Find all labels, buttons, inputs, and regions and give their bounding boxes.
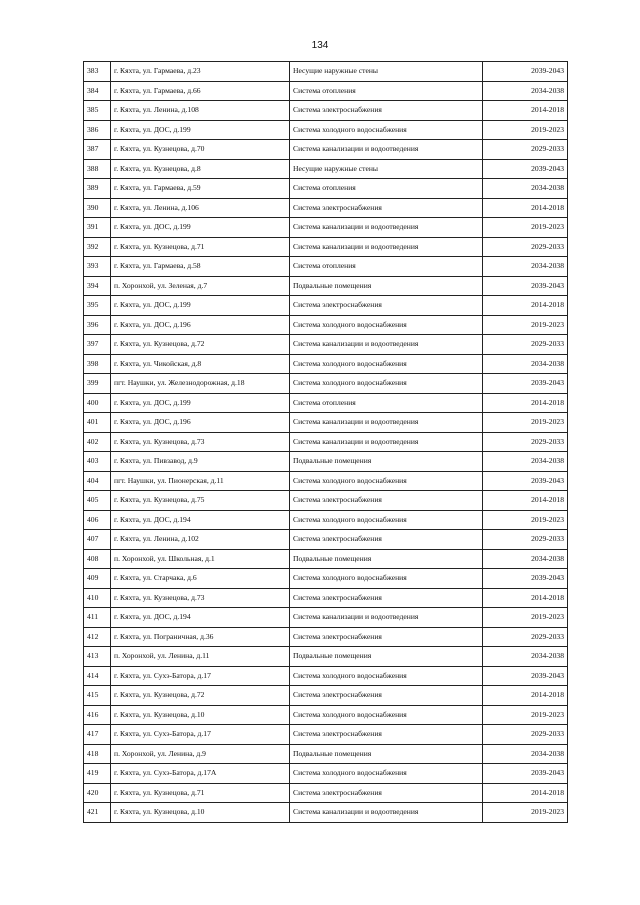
period-cell: 2029-2033 [483,140,568,160]
system-cell: Подвальные помещения [290,744,483,764]
address-cell: г. Кяхта, ул. ДОС, д.194 [111,510,290,530]
address-cell: п. Хоронхой, ул. Ленина, д.11 [111,647,290,667]
period-cell: 2014-2018 [483,491,568,511]
system-cell: Система холодного водоснабжения [290,471,483,491]
table-row [84,647,568,667]
address-cell: г. Кяхта, ул. Кузнецова, д.8 [111,159,290,179]
table-row [84,276,568,296]
system-cell: Система отопления [290,179,483,199]
period-cell: 2029-2033 [483,237,568,257]
row-number-cell: 410 [84,588,111,608]
address-cell: г. Кяхта, ул. Чикойская, д.8 [111,354,290,374]
row-number-cell: 412 [84,627,111,647]
system-cell: Система электроснабжения [290,296,483,316]
period-cell: 2019-2023 [483,413,568,433]
row-number-cell: 413 [84,647,111,667]
system-cell: Система холодного водоснабжения [290,705,483,725]
table-row [84,218,568,238]
address-cell: г. Кяхта, ул. Кузнецова, д.70 [111,140,290,160]
period-cell: 2029-2033 [483,335,568,355]
system-cell: Система электроснабжения [290,198,483,218]
period-cell: 2014-2018 [483,296,568,316]
period-cell: 2034-2038 [483,549,568,569]
repair-schedule-table [83,61,568,823]
table-row [84,471,568,491]
table-row [84,744,568,764]
table-body [84,62,568,823]
system-cell: Система холодного водоснабжения [290,569,483,589]
table-row [84,510,568,530]
address-cell: г. Кяхта, ул. Сухэ-Батора, д.17 [111,666,290,686]
row-number-cell: 407 [84,530,111,550]
row-number-cell: 395 [84,296,111,316]
period-cell: 2034-2038 [483,452,568,472]
system-cell: Подвальные помещения [290,452,483,472]
table-row [84,666,568,686]
row-number-cell: 403 [84,452,111,472]
address-cell: г. Кяхта, ул. Пивзавод, д.9 [111,452,290,472]
period-cell: 2019-2023 [483,510,568,530]
period-cell: 2014-2018 [483,686,568,706]
period-cell: 2029-2033 [483,432,568,452]
row-number-cell: 417 [84,725,111,745]
row-number-cell: 386 [84,120,111,140]
period-cell: 2019-2023 [483,218,568,238]
system-cell: Система канализации и водоотведения [290,218,483,238]
period-cell: 2039-2043 [483,374,568,394]
address-cell: г. Кяхта, ул. Кузнецова, д.10 [111,705,290,725]
row-number-cell: 392 [84,237,111,257]
system-cell: Система канализации и водоотведения [290,608,483,628]
table-row [84,569,568,589]
table-row [84,725,568,745]
system-cell: Система отопления [290,257,483,277]
address-cell: г. Кяхта, ул. Кузнецова, д.71 [111,237,290,257]
period-cell: 2039-2043 [483,666,568,686]
address-cell: г. Кяхта, ул. ДОС, д.199 [111,120,290,140]
period-cell: 2039-2043 [483,159,568,179]
system-cell: Система канализации и водоотведения [290,413,483,433]
system-cell: Система электроснабжения [290,491,483,511]
row-number-cell: 388 [84,159,111,179]
period-cell: 2034-2038 [483,81,568,101]
row-number-cell: 390 [84,198,111,218]
system-cell: Система электроснабжения [290,588,483,608]
period-cell: 2034-2038 [483,354,568,374]
system-cell: Система отопления [290,393,483,413]
address-cell: г. Кяхта, ул. Сухэ-Батора, д.17А [111,764,290,784]
system-cell: Система холодного водоснабжения [290,315,483,335]
table-row [84,374,568,394]
row-number-cell: 384 [84,81,111,101]
table-row [84,783,568,803]
address-cell: г. Кяхта, ул. Кузнецова, д.71 [111,783,290,803]
period-cell: 2014-2018 [483,198,568,218]
address-cell: г. Кяхта, ул. Кузнецова, д.73 [111,432,290,452]
period-cell: 2029-2033 [483,725,568,745]
system-cell: Система электроснабжения [290,783,483,803]
address-cell: г. Кяхта, ул. Ленина, д.108 [111,101,290,121]
period-cell: 2039-2043 [483,276,568,296]
row-number-cell: 404 [84,471,111,491]
row-number-cell: 414 [84,666,111,686]
row-number-cell: 420 [84,783,111,803]
address-cell: г. Кяхта, ул. Гармаева, д.59 [111,179,290,199]
system-cell: Система холодного водоснабжения [290,374,483,394]
table-row [84,452,568,472]
system-cell: Система электроснабжения [290,686,483,706]
period-cell: 2014-2018 [483,101,568,121]
period-cell: 2034-2038 [483,179,568,199]
period-cell: 2039-2043 [483,569,568,589]
address-cell: г. Кяхта, ул. ДОС, д.196 [111,315,290,335]
address-cell: п. Хоронхой, ул. Ленина, д.9 [111,744,290,764]
row-number-cell: 416 [84,705,111,725]
row-number-cell: 401 [84,413,111,433]
period-cell: 2014-2018 [483,588,568,608]
address-cell: г. Кяхта, ул. Гармаева, д.66 [111,81,290,101]
system-cell: Подвальные помещения [290,276,483,296]
system-cell: Система холодного водоснабжения [290,764,483,784]
table-row [84,549,568,569]
table-row [84,608,568,628]
system-cell: Несущие наружные стены [290,159,483,179]
system-cell: Подвальные помещения [290,549,483,569]
table-row [84,491,568,511]
table-row [84,686,568,706]
period-cell: 2034-2038 [483,647,568,667]
row-number-cell: 385 [84,101,111,121]
address-cell: г. Кяхта, ул. Пограничная, д.36 [111,627,290,647]
system-cell: Система электроснабжения [290,725,483,745]
row-number-cell: 393 [84,257,111,277]
row-number-cell: 397 [84,335,111,355]
row-number-cell: 396 [84,315,111,335]
period-cell: 2029-2033 [483,627,568,647]
address-cell: г. Кяхта, ул. Старчака, д.6 [111,569,290,589]
period-cell: 2034-2038 [483,744,568,764]
table-row [84,354,568,374]
address-cell: г. Кяхта, ул. ДОС, д.199 [111,218,290,238]
row-number-cell: 387 [84,140,111,160]
row-number-cell: 421 [84,803,111,823]
table-row [84,764,568,784]
table-row [84,296,568,316]
address-cell: г. Кяхта, ул. Сухэ-Батора, д.17 [111,725,290,745]
table-row [84,120,568,140]
row-number-cell: 411 [84,608,111,628]
table-row [84,62,568,82]
address-cell: п. Хоронхой, ул. Зеленая, д.7 [111,276,290,296]
table-row [84,627,568,647]
row-number-cell: 402 [84,432,111,452]
table-row [84,432,568,452]
row-number-cell: 400 [84,393,111,413]
period-cell: 2019-2023 [483,120,568,140]
table-row [84,140,568,160]
row-number-cell: 383 [84,62,111,82]
row-number-cell: 391 [84,218,111,238]
row-number-cell: 389 [84,179,111,199]
period-cell: 2034-2038 [483,257,568,277]
row-number-cell: 419 [84,764,111,784]
period-cell: 2019-2023 [483,315,568,335]
period-cell: 2014-2018 [483,393,568,413]
system-cell: Система отопления [290,81,483,101]
period-cell: 2019-2023 [483,705,568,725]
period-cell: 2039-2043 [483,62,568,82]
address-cell: г. Кяхта, ул. ДОС, д.199 [111,296,290,316]
row-number-cell: 415 [84,686,111,706]
system-cell: Несущие наружные стены [290,62,483,82]
system-cell: Система электроснабжения [290,627,483,647]
table-row [84,705,568,725]
period-cell: 2029-2033 [483,530,568,550]
table-row [84,81,568,101]
address-cell: г. Кяхта, ул. Кузнецова, д.72 [111,686,290,706]
system-cell: Система канализации и водоотведения [290,803,483,823]
period-cell: 2039-2043 [483,764,568,784]
system-cell: Система канализации и водоотведения [290,237,483,257]
address-cell: г. Кяхта, ул. Гармаева, д.23 [111,62,290,82]
address-cell: г. Кяхта, ул. Кузнецова, д.75 [111,491,290,511]
period-cell: 2039-2043 [483,471,568,491]
address-cell: г. Кяхта, ул. Кузнецова, д.10 [111,803,290,823]
row-number-cell: 405 [84,491,111,511]
table-row [84,257,568,277]
system-cell: Система электроснабжения [290,530,483,550]
period-cell: 2019-2023 [483,608,568,628]
period-cell: 2014-2018 [483,783,568,803]
address-cell: г. Кяхта, ул. ДОС, д.199 [111,393,290,413]
system-cell: Система электроснабжения [290,101,483,121]
system-cell: Система канализации и водоотведения [290,335,483,355]
table-row [84,803,568,823]
period-cell: 2019-2023 [483,803,568,823]
system-cell: Система холодного водоснабжения [290,120,483,140]
address-cell: г. Кяхта, ул. Гармаева, д.58 [111,257,290,277]
row-number-cell: 418 [84,744,111,764]
address-cell: г. Кяхта, ул. Кузнецова, д.72 [111,335,290,355]
system-cell: Подвальные помещения [290,647,483,667]
row-number-cell: 408 [84,549,111,569]
table-row [84,179,568,199]
table-row [84,413,568,433]
row-number-cell: 399 [84,374,111,394]
row-number-cell: 409 [84,569,111,589]
system-cell: Система холодного водоснабжения [290,510,483,530]
row-number-cell: 406 [84,510,111,530]
system-cell: Система канализации и водоотведения [290,140,483,160]
row-number-cell: 398 [84,354,111,374]
address-cell: п. Хоронхой, ул. Школьная, д.1 [111,549,290,569]
row-number-cell: 394 [84,276,111,296]
table-row [84,588,568,608]
address-cell: пгт. Наушки, ул. Пионерская, д.11 [111,471,290,491]
address-cell: г. Кяхта, ул. Кузнецова, д.73 [111,588,290,608]
table-row [84,393,568,413]
table-row [84,198,568,218]
table-row [84,315,568,335]
page-number: 134 [311,40,329,51]
address-cell: пгт. Наушки, ул. Железнодорожная, д.18 [111,374,290,394]
table-row [84,237,568,257]
system-cell: Система холодного водоснабжения [290,354,483,374]
address-cell: г. Кяхта, ул. ДОС, д.196 [111,413,290,433]
address-cell: г. Кяхта, ул. ДОС, д.194 [111,608,290,628]
table-row [84,159,568,179]
table-row [84,101,568,121]
address-cell: г. Кяхта, ул. Ленина, д.106 [111,198,290,218]
system-cell: Система холодного водоснабжения [290,666,483,686]
table-row [84,530,568,550]
system-cell: Система канализации и водоотведения [290,432,483,452]
table-row [84,335,568,355]
address-cell: г. Кяхта, ул. Ленина, д.102 [111,530,290,550]
